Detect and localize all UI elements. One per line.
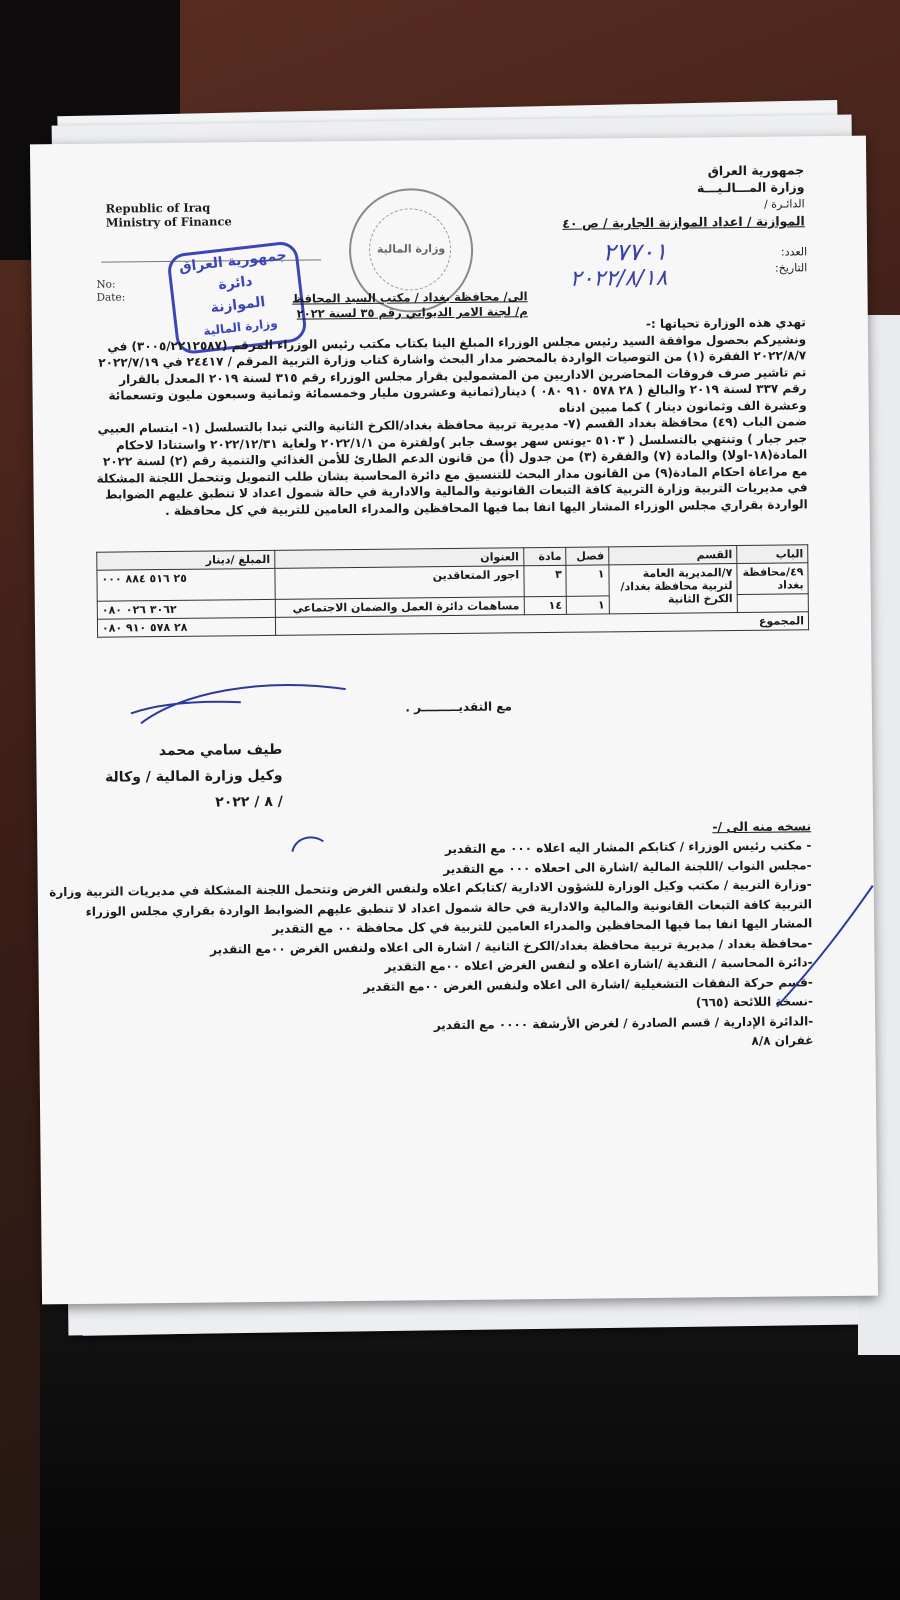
en-ministry: Ministry of Finance [105, 214, 232, 230]
handwritten-stroke [768, 881, 879, 1012]
table-cell: ٧/المديرية العامة لتربية محافظة بغداد/الكرخ الثانية [609, 564, 737, 614]
english-letterhead [106, 200, 232, 229]
signer-title: وكيل وزارة المالية / وكالة [104, 767, 283, 786]
ar-country: جمهورية العراق [707, 162, 805, 179]
subject-line: م/ لجنة الامر الديواني رقم ٣٥ لسنة ٢٠٢٢ [296, 304, 528, 321]
list-item: -دائرة المحاسبة / النقدية /اشارة اعلاه و لنفس الغرض اعلاه ٠٠مع التقدير [384, 955, 813, 974]
distribution-title: نسخه منه الى /- [712, 818, 812, 835]
official-letter [30, 136, 878, 1305]
table-cell: ٤٩/محافظة بغداد [737, 563, 808, 595]
column-header: مادة [523, 547, 566, 565]
table-cell: اجور المتعاقدين [275, 566, 524, 600]
table-cell: ٢٥ ٥١٦ ٨٨٤ ٠٠٠ [97, 568, 275, 601]
total-label: المجموع [275, 612, 808, 636]
letter-body [94, 314, 808, 519]
signer-date: / ٨ / ٢٠٢٢ [215, 793, 283, 811]
list-item: - مكتب رئيس الوزراء / كتابكم المشار اليه اعلاه ٠٠٠ مع التقدير [444, 838, 812, 857]
list-item: -محافظة بغداد / مديرية تربية محافظة بغداد/الكرخ الثانية / اشارة الى اعلاه ولنفس الغرض ٠٠مع التقدير [210, 935, 813, 957]
addressee-line: الى/ محافظة بغداد / مكتب السيد المحافظ [292, 289, 528, 306]
en-date-label: Date: [96, 291, 126, 304]
column-header: القسم [609, 546, 737, 565]
greeting: تهدي هذه الوزارة تحياتها :- [645, 315, 806, 331]
column-header: العنوان [274, 548, 523, 569]
number-label: العدد: [780, 245, 808, 259]
list-item: -الدائرة الإدارية / قسم الصادرة / لغرض الأرشفة ٠٠٠٠ مع التقدير [433, 1013, 814, 1032]
distribution-list [41, 836, 813, 1059]
handwritten-number: ٢٧٧٠١ [602, 237, 668, 267]
signature-stroke [120, 671, 351, 733]
regards: مع التقديـــــــــر . [405, 699, 512, 715]
emblem-text: وزارة المالية [376, 242, 446, 256]
table-cell: ١٤ [524, 596, 567, 614]
body-paragraph: ونشيركم بحصول موافقة السيد رئيس مجلس الوزراء المبلغ الينا بكتاب مكتب رئيس الوزراء المرقم (٣٠٠٥/٢٢١٢٥٨٧) في ٢٠٢٢/٨/٧ الفقرة (١) من التوصيات الواردة بالمحضر مدار البحث واشارة كتاب وزارة التربية المرقم / ٢٤٤١٧ في ٢٠٢٢/٧/١٩ [98, 331, 807, 370]
en-no-date [96, 278, 125, 304]
column-header: الباب [737, 545, 808, 564]
table-cell [737, 594, 808, 613]
table-cell: ٣ [524, 565, 567, 596]
column-header: المبلغ /دينار [97, 550, 275, 570]
signer-block [105, 737, 283, 817]
list-item: -وزارة التربية / مكتب وكيل الوزارة للشؤون الادارية /كتابكم اعلاه ولنفس الغرض وتتحمل اللجنة المشكلة في مديريات التربية وزارة التربية كافة التبعات القانونية والمالية والادارية في حالة شمول اعداد لا تنطبق عليهم الضوابط الواردة بقراري مجلس الوزراء المشار اليها انفا بما فيها المحافظين والمدراء العامين للتربية في كل محافظة ٠٠ مع التقدير [49, 877, 813, 936]
column-header: فصل [566, 547, 609, 565]
allocation-table [96, 544, 809, 637]
arabic-letterhead [562, 161, 805, 232]
list-item: -نسخة اللائحة (٦٦٥) [695, 994, 814, 1010]
body-paragraph: ضمن الباب (٤٩) محافظة بغداد القسم (٧- مديرية تربية محافظة بغداد/الكرخ الثانية والتي تبدا بالتسلسل (١- ابتسام العبيي جبر جبار ) وتنتهي بالتسلسل ( ٥١٠٣ -يونس سهر يوسف جابر )ولفترة من ٢٠٢٢/١/١ ولغاية ٢٠٢٢/١٢/٣١ واستنادا لاحكام المادة(١٨-اولا) والمادة (٧) والفقرة (٣) من جدول (أ) من قانون الدعم الطارئ للأمن الغذائي والتنمية رقم (٢) لسنة ٢٠٢٢ مع مراعاة احكام المادة(٩) من القانون مدار البحث للتنسيق مع دائرة المحاسبة بشان طلب التمويل وتتحمل اللجنة المشكلة في مديريات التربية وزارة التربية كافة التبعات القانونية والمالية والادارية في حالة شمول اعداد لا تنطبق عليهم الضوابط الواردة بقراري مجلس الوزراء المشار اليها انفا بما فيها المحافظين والمدراء العامين للتربية في كل محافظة . [96, 414, 808, 518]
signer-name: طيف سامي محمد [158, 741, 283, 760]
table-cell: ٣٠٦٢ ٠٢٦ ٠٨٠ [97, 599, 275, 619]
body-paragraph: تم تاشير صرف فروقات المحاضرين الاداريين من المشمولين بقرار مجلس الوزراء رقم ٣١٥ لسنة ٢٠١٩ المعدل بالقرار رقم ٣٣٧ لسنة ٢٠١٩ والبالغ ( ٢٨ ٥٧٨ ٩١٠ ٠٨٠ ) دينار(ثمانية وعشرون مليار وخمسمائة وثمانية وسبعون مليون وتسعمائة وعشرة الف وثمانون دينار ) كما مبين ادناه [108, 364, 807, 415]
table-cell: ١ [566, 596, 609, 614]
table-cell: ١ [566, 565, 609, 596]
stamp-line: جمهورية العراق [178, 247, 288, 276]
reference-labels [775, 244, 808, 276]
table-cell: مساهمات دائرة العمل والضمان الاجتماعي [275, 597, 524, 618]
en-no-label: No: [96, 278, 116, 291]
stamp-line: وزارة المالية [202, 315, 279, 339]
stamp-line: الموازنة [209, 294, 267, 317]
handwritten-date: ٢٠٢٢/٨/١٨ [569, 265, 668, 292]
dark-cloth [40, 1290, 900, 1600]
list-item: -مجلس النواب /اللجنة المالية /اشارة الى احعلاه ٠٠٠ مع التقدير [443, 857, 812, 876]
ar-dept-label: الدائـرة / [763, 197, 805, 211]
ar-dept: الموازنة / اعداد الموازنة الجارية / ص ٤٠ [562, 213, 805, 231]
stamp-line: دائرة [217, 273, 254, 294]
en-country: Republic of Iraq [105, 200, 211, 216]
ar-ministry: وزارة المـــالـيـــة [696, 179, 805, 196]
list-item: -قسم حركة النفقات التشغيلية /اشارة الى اعلاه ولنفس الغرض ٠٠مع التقدير [363, 974, 813, 994]
footer-code: غفران ٨/٨ [751, 1033, 814, 1048]
table-row [97, 563, 808, 601]
total-value: ٢٨ ٥٧٨ ٩١٠ ٠٨٠ [97, 617, 275, 637]
date-label: التاريخ: [774, 261, 808, 275]
